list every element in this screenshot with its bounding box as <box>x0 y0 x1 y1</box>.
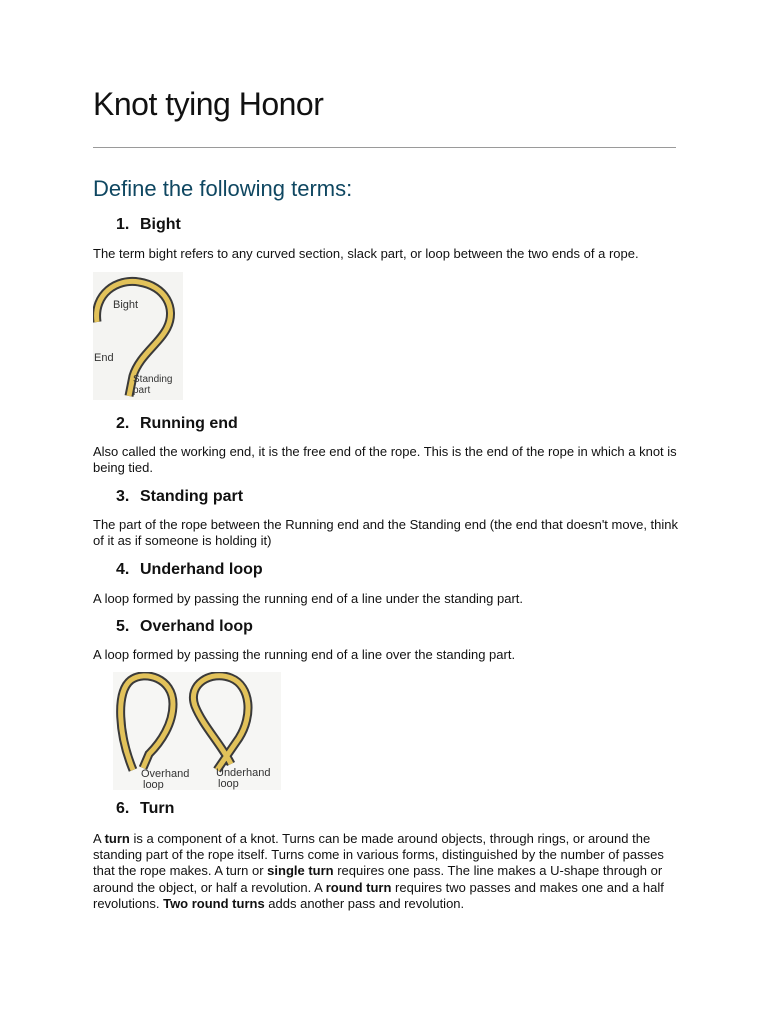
end-label: End <box>94 352 114 364</box>
underhand-label-line2: loop <box>218 778 239 790</box>
term-number: 4. <box>116 561 130 578</box>
term-definition-bight: The term bight refers to any curved section, slack part, or loop between the two ends of a rope. <box>93 246 639 261</box>
text-run: A <box>93 831 105 846</box>
term-heading-standing-part <box>116 488 243 506</box>
text-run: requires two passes and makes one and a half revolutions. <box>93 879 664 911</box>
term-definition-underhand-loop: A loop formed by passing the running end of a line under the standing part. <box>93 591 524 606</box>
term-number: 6. <box>116 800 130 817</box>
bold-term-two-round-turns: Two round turns <box>163 895 265 911</box>
text-run: requires one pass. The line makes a U-shape through or around the object, or half a revolution. A <box>93 863 663 895</box>
term-definition-standing-part: The part of the rope between the Running end and the Standing end (the end that doesn't move, think of it as if someone is holding it) <box>93 517 679 549</box>
bight-illustration <box>93 272 183 400</box>
text-run: is a component of a knot. Turns can be made around objects, through rings, or around the standing part of the rope itself. Turns come in various forms, distinguished by the number of passes that the rope makes. A turn or <box>93 831 664 879</box>
underhand-label-line1: Underhand <box>216 767 271 779</box>
term-heading-underhand-loop <box>116 561 263 579</box>
term-number: 5. <box>116 618 130 635</box>
standing-label-line2: part <box>133 385 151 396</box>
overhand-label-line1: Overhand <box>141 768 190 780</box>
section-heading: Define the following terms: <box>93 176 353 201</box>
term-name: Bight <box>140 216 181 233</box>
text-run: adds another pass and revolution. <box>264 895 465 911</box>
bold-term-round-turn: round turn <box>325 879 392 895</box>
term-name: Running end <box>140 415 238 432</box>
term-heading-bight <box>116 216 181 234</box>
term-heading-overhand-loop <box>116 618 253 636</box>
term-name: Turn <box>140 800 175 817</box>
term-heading-turn <box>116 800 174 818</box>
loops-illustration <box>113 672 281 790</box>
term-heading-running-end <box>116 415 238 433</box>
overhand-label-line2: loop <box>143 779 164 790</box>
term-definition-overhand-loop: A loop formed by passing the running end of a line over the standing part. <box>93 647 516 662</box>
term-name: Standing part <box>140 488 244 505</box>
term-number: 3. <box>116 488 130 505</box>
term-definition-turn <box>93 831 678 912</box>
term-name: Underhand loop <box>140 561 263 578</box>
bold-term-turn: turn <box>104 831 130 846</box>
standing-label-line1: Standing <box>133 374 173 385</box>
document-title: Knot tying Honor <box>93 86 324 122</box>
term-number: 1. <box>116 216 130 233</box>
bight-label: Bight <box>113 299 139 311</box>
term-number: 2. <box>116 415 130 432</box>
term-name: Overhand loop <box>140 618 253 635</box>
title-divider <box>93 147 676 148</box>
bold-term-single-turn: single turn <box>267 863 334 879</box>
term-definition-running-end: Also called the working end, it is the free end of the rope. This is the end of the rope in which a knot is being tied. <box>93 444 677 476</box>
